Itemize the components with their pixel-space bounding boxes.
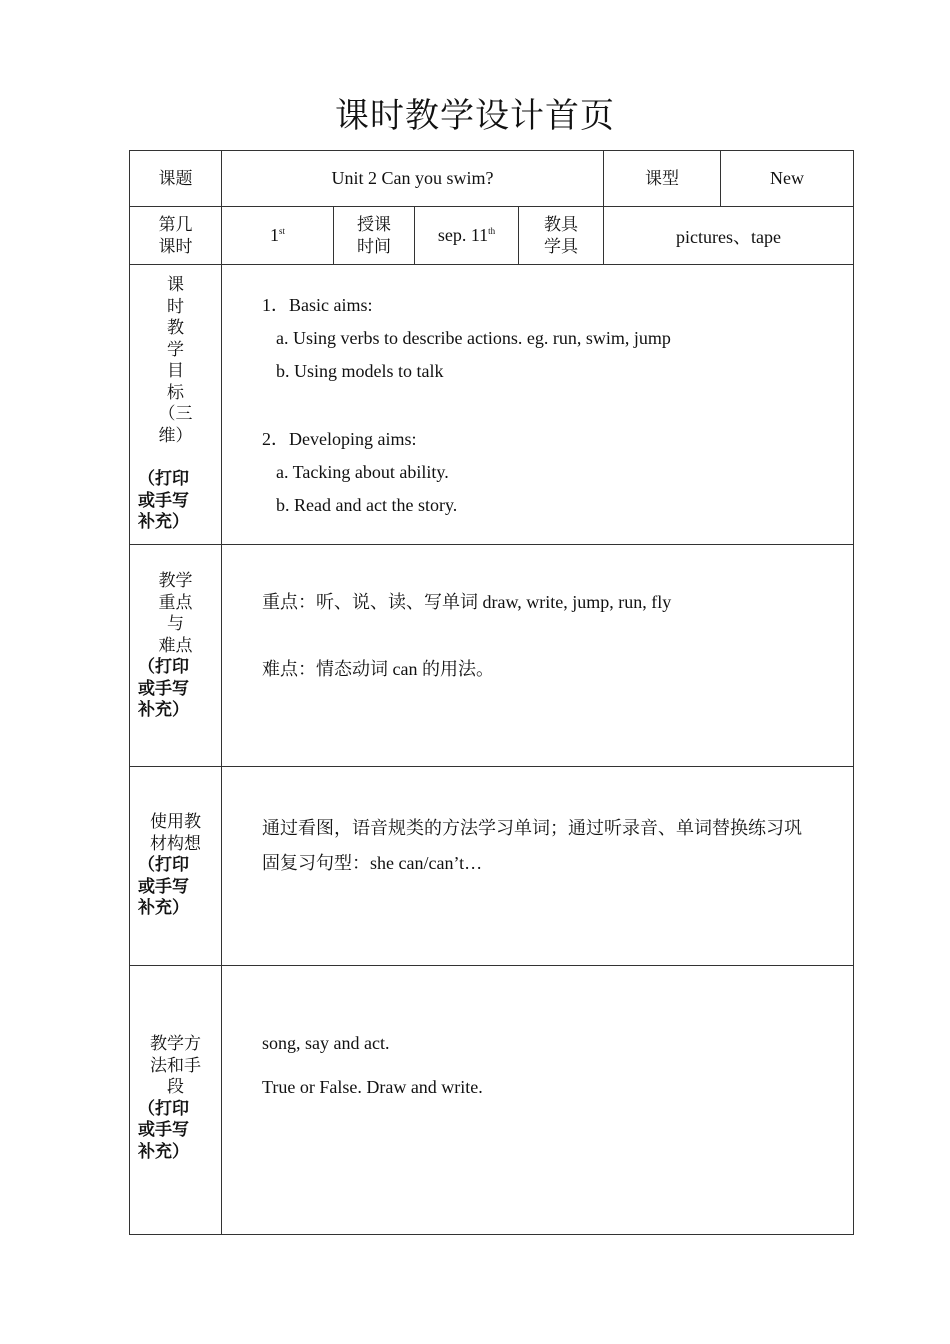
tools-label-line: 学具: [544, 236, 579, 257]
keypoints-label-line: 重点: [158, 592, 193, 613]
topic-label: 课题: [130, 151, 222, 207]
developing-aims-title: 2．Developing aims:: [262, 429, 417, 449]
material-label-cell: [130, 767, 222, 966]
methods-note-line: 补充）: [138, 1141, 189, 1162]
aims-content: [222, 265, 854, 545]
type-value: New: [721, 151, 854, 207]
aims-note-line: （打印: [138, 469, 189, 490]
period-value: [222, 207, 334, 265]
time-label-line: 授课: [357, 214, 391, 235]
period-label-line: 第几: [158, 214, 193, 235]
page-title: 课时教学设计首页: [335, 96, 615, 136]
topic-value: Unit 2 Can you swim?: [222, 151, 604, 207]
keypoints-label-line: 与: [167, 614, 184, 634]
time-label: [334, 207, 415, 265]
keypoints-label-line: 难点: [158, 635, 193, 656]
keypoints-content: [222, 545, 854, 767]
time-suffix: th: [488, 226, 496, 236]
difficult-point: 难点：情态动词 can 的用法。: [262, 659, 494, 679]
aims-label-char: 时: [167, 296, 184, 317]
period-suffix: st: [278, 226, 285, 236]
keypoints-note-line: 补充）: [138, 700, 189, 720]
aims-label-char: 学: [167, 339, 184, 360]
methods-label-line: 段: [167, 1077, 184, 1097]
material-content: [222, 767, 854, 966]
developing-aim-b: b. Read and act the story.: [276, 495, 458, 515]
material-note-line: （打印: [138, 855, 189, 875]
aims-label-char: 课: [167, 275, 184, 296]
basic-aim-a: a. Using verbs to describe actions. eg. run, swim, jump: [276, 328, 671, 348]
methods-label-cell: [130, 966, 222, 1235]
keypoints-note-line: （打印: [138, 657, 189, 677]
methods-note-line: 或手写: [138, 1120, 189, 1140]
period-label: [130, 207, 222, 265]
methods-label-line: 法和手: [150, 1055, 201, 1076]
basic-aim-b: b. Using models to talk: [276, 361, 444, 381]
basic-aims-title: 1．Basic aims:: [262, 295, 373, 315]
period-number: 1: [269, 225, 279, 245]
aims-label-char: （三: [158, 404, 193, 425]
period-label-line: 课时: [158, 236, 193, 257]
aims-note-line: 补充）: [138, 512, 189, 533]
aims-label-cell: [130, 265, 222, 545]
aims-label-char: 标: [167, 382, 184, 403]
key-point: 重点：听、说、读、写单词 draw, write, jump, run, fly: [262, 592, 672, 612]
time-value: [415, 207, 519, 265]
aims-label-char: 维）: [158, 425, 193, 446]
methods-label-line: 教学方: [150, 1034, 201, 1054]
aims-label-char: 目: [167, 361, 184, 382]
methods-note-line: （打印: [138, 1098, 189, 1119]
material-label-line: 材构想: [150, 833, 201, 854]
keypoints-label-cell: [130, 545, 222, 767]
methods-line: True or False. Draw and write.: [262, 1077, 483, 1097]
material-line: 通过看图，语音规类的方法学习单词；通过听录音、单词替换练习巩: [262, 818, 802, 838]
material-note-line: 补充）: [138, 898, 189, 918]
keypoints-note-line: 或手写: [138, 678, 189, 699]
material-line: 固复习句型：she can/can’t…: [262, 853, 483, 873]
tools-label-line: 教具: [544, 214, 579, 235]
methods-content: [222, 966, 854, 1235]
tools-value: pictures、tape: [604, 207, 854, 265]
type-label: 课型: [604, 151, 721, 207]
methods-line: song, say and act.: [262, 1033, 390, 1053]
tools-label: [519, 207, 604, 265]
aims-label-char: 教: [167, 318, 184, 339]
keypoints-label-line: 教学: [158, 571, 193, 591]
material-note-line: 或手写: [138, 876, 189, 897]
developing-aim-a: a. Tacking about ability.: [276, 462, 449, 482]
time-date: sep. 11: [437, 225, 489, 245]
time-label-line: 时间: [357, 236, 391, 257]
material-label-line: 使用教: [150, 812, 201, 832]
lesson-plan-table: [129, 150, 854, 1235]
aims-note-line: 或手写: [138, 490, 189, 511]
